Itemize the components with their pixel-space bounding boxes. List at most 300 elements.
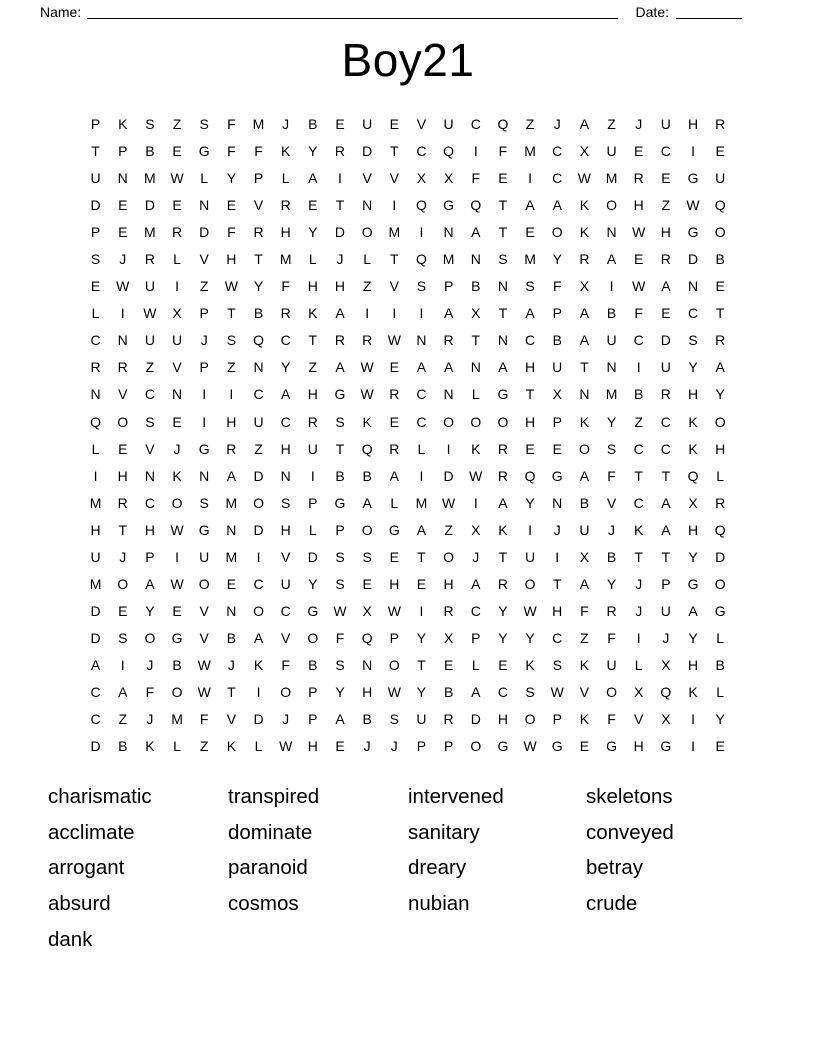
grid-letter: N (443, 224, 454, 241)
grid-letter: O (117, 575, 129, 592)
word-item: cosmos (228, 892, 299, 916)
grid-letter: T (390, 251, 399, 268)
grid-letter: A (471, 683, 481, 700)
grid-letter: H (226, 251, 237, 268)
grid-letter: E (498, 656, 508, 673)
grid-letter: N (280, 467, 291, 484)
letter-grid (82, 111, 734, 760)
grid-row (82, 706, 734, 733)
word-item: betray (586, 856, 643, 880)
grid-letter: A (335, 711, 345, 728)
grid-letter: A (416, 521, 427, 538)
grid-letter: I (175, 548, 179, 565)
grid-letter: B (362, 711, 372, 728)
grid-letter: E (661, 170, 671, 187)
grid-letter: M (388, 224, 401, 241)
grid-letter: R (90, 359, 101, 376)
word-item: absurd (48, 892, 111, 916)
grid-letter: O (280, 683, 292, 700)
grid-letter: O (253, 602, 264, 619)
grid-letter: E (118, 224, 128, 241)
grid-row (82, 327, 734, 354)
grid-letter: R (497, 575, 508, 592)
grid-letter: H (633, 738, 644, 755)
grid-letter: T (118, 521, 128, 538)
grid-letter: D (90, 629, 101, 646)
grid-letter: E (443, 656, 454, 673)
grid-letter: R (171, 224, 183, 241)
grid-letter: F (281, 278, 290, 295)
grid-letter: L (634, 656, 643, 673)
grid-letter: T (715, 305, 725, 322)
grid-letter: O (117, 413, 129, 430)
grid-letter: B (308, 656, 318, 673)
grid-letter: T (335, 440, 345, 457)
grid-letter: U (362, 116, 373, 132)
grid-letter: A (90, 656, 101, 673)
grid-row (82, 679, 734, 706)
grid-letter: F (552, 278, 562, 295)
word-item: dreary (408, 856, 467, 880)
grid-letter: H (687, 116, 699, 132)
grid-letter: Y (145, 602, 155, 619)
grid-letter: K (688, 683, 698, 700)
grid-letter: V (281, 629, 291, 646)
grid-letter: Z (525, 116, 535, 132)
grid-letter: N (579, 386, 590, 403)
grid-letter: N (606, 224, 617, 241)
grid-letter: F (281, 656, 290, 673)
grid-letter: I (202, 413, 207, 430)
grid-letter: V (606, 494, 617, 511)
grid-letter: T (498, 224, 508, 241)
grid-letter: R (334, 143, 346, 160)
grid-letter: X (634, 683, 644, 700)
grid-letter: E (226, 575, 237, 592)
grid-letter: T (417, 656, 426, 673)
grid-letter: C (497, 683, 508, 700)
grid-letter: I (691, 143, 695, 160)
grid-letter: F (335, 629, 345, 646)
grid-letter: J (472, 548, 480, 565)
grid-letter: A (579, 116, 590, 132)
grid-letter: P (552, 413, 562, 430)
grid-letter: U (253, 413, 264, 430)
grid-letter: E (118, 602, 128, 619)
grid-letter: U (606, 656, 617, 673)
grid-letter: K (362, 413, 372, 430)
grid-letter: I (419, 305, 424, 322)
grid-letter: W (523, 602, 537, 619)
grid-letter: A (661, 494, 671, 511)
grid-letter: S (552, 656, 562, 673)
grid-row (82, 354, 734, 381)
grid-letter: F (254, 143, 263, 160)
grid-letter: D (90, 738, 101, 755)
grid-letter: W (550, 683, 564, 700)
grid-letter: K (579, 224, 590, 241)
grid-letter: X (579, 143, 590, 160)
grid-letter: E (634, 251, 644, 268)
grid-letter: H (633, 197, 644, 214)
grid-letter: M (89, 575, 102, 592)
grid-letter: N (226, 602, 237, 619)
grid-letter: Q (714, 521, 726, 538)
word-item: acclimate (48, 820, 135, 844)
grid-letter: X (688, 494, 698, 511)
grid-letter: R (334, 332, 346, 349)
grid-letter: Y (416, 629, 427, 646)
grid-letter: V (634, 711, 644, 728)
grid-letter: E (226, 197, 237, 214)
grid-letter: W (523, 738, 537, 755)
grid-letter: K (498, 521, 508, 538)
grid-letter: Q (497, 116, 509, 132)
grid-letter: B (172, 656, 182, 673)
grid-letter: M (171, 711, 183, 728)
grid-letter: P (443, 278, 454, 295)
grid-letter: A (661, 521, 671, 538)
grid-letter: C (470, 116, 481, 132)
grid-letter: D (90, 602, 101, 619)
grid-letter: B (552, 332, 562, 349)
grid-letter: Q (90, 413, 102, 430)
word-column (408, 779, 586, 957)
grid-letter: W (279, 738, 293, 755)
grid-letter: I (202, 386, 207, 403)
grid-letter: T (227, 305, 236, 322)
grid-letter: W (224, 278, 238, 295)
grid-letter: I (473, 143, 478, 160)
grid-letter: L (471, 386, 480, 403)
grid-letter: N (253, 359, 264, 376)
grid-letter: S (199, 116, 209, 132)
grid-letter: K (253, 656, 264, 673)
grid-letter: W (360, 386, 374, 403)
grid-letter: A (579, 332, 590, 349)
grid-letter: U (280, 575, 291, 592)
grid-letter: H (362, 683, 373, 700)
grid-letter: A (281, 386, 291, 403)
grid-letter: U (660, 359, 671, 376)
grid-letter: Q (253, 332, 264, 349)
grid-letter: T (498, 305, 508, 322)
grid-letter: I (528, 521, 533, 538)
grid-row (82, 409, 734, 436)
grid-letter: M (605, 170, 618, 187)
grid-letter: Y (688, 629, 698, 646)
grid-letter: Y (688, 359, 698, 376)
grid-letter: O (578, 440, 590, 457)
grid-letter: D (307, 548, 318, 565)
grid-letter: S (281, 494, 291, 511)
word-item: sanitary (408, 820, 480, 844)
grid-row (82, 246, 734, 273)
grid-letter: O (388, 656, 400, 673)
grid-letter: G (714, 602, 726, 619)
grid-letter: B (118, 738, 128, 755)
grid-letter: R (144, 251, 155, 268)
grid-letter: R (633, 170, 644, 187)
grid-letter: N (199, 197, 210, 214)
grid-letter: Y (715, 711, 725, 728)
grid-letter: H (280, 521, 291, 538)
grid-row (82, 625, 734, 652)
grid-letter: E (715, 143, 725, 160)
grid-letter: K (579, 656, 590, 673)
grid-letter: I (365, 305, 370, 322)
grid-letter: A (362, 494, 372, 511)
grid-letter: Y (525, 494, 535, 511)
grid-row (82, 571, 734, 598)
grid-letter: E (118, 197, 128, 214)
grid-letter: R (715, 332, 726, 349)
grid-letter: W (170, 170, 184, 187)
grid-letter: Y (226, 170, 237, 187)
grid-letter: F (634, 305, 643, 322)
grid-letter: A (498, 359, 508, 376)
grid-letter: F (145, 683, 155, 700)
grid-letter: X (443, 629, 454, 646)
grid-letter: P (471, 629, 481, 646)
grid-letter: N (470, 359, 481, 376)
grid-letter: P (90, 224, 101, 241)
grid-letter: H (687, 386, 699, 403)
grid-row (82, 544, 734, 571)
word-item: transpired (228, 785, 320, 808)
grid-letter: Z (444, 521, 453, 538)
grid-letter: T (308, 332, 318, 349)
grid-letter: V (199, 251, 209, 268)
grid-letter: V (389, 278, 399, 295)
grid-letter: O (470, 738, 482, 755)
grid-letter: O (361, 521, 373, 538)
grid-letter: K (579, 711, 590, 728)
grid-row (82, 517, 734, 544)
date-underline (676, 2, 742, 19)
grid-letter: C (552, 143, 563, 160)
grid-letter: L (716, 467, 725, 484)
grid-letter: G (198, 521, 210, 538)
grid-letter: Q (361, 440, 373, 457)
grid-letter: B (335, 467, 345, 484)
grid-letter: I (256, 548, 261, 565)
grid-letter: M (605, 386, 618, 403)
grid-letter: B (715, 251, 725, 268)
grid-letter: K (145, 738, 155, 755)
grid-letter: E (525, 440, 535, 457)
grid-letter: T (227, 683, 236, 700)
grid-letter: H (552, 602, 563, 619)
grid-letter: V (145, 440, 155, 457)
word-item: skeletons (586, 785, 673, 808)
grid-letter: I (446, 440, 451, 457)
grid-letter: J (608, 521, 616, 538)
grid-letter: U (715, 170, 726, 187)
grid-letter: M (279, 251, 292, 268)
grid-letter: N (199, 467, 210, 484)
grid-letter: E (634, 143, 644, 160)
grid-letter: B (634, 386, 644, 403)
grid-letter: K (226, 738, 237, 755)
grid-letter: L (716, 629, 725, 646)
grid-letter: M (524, 251, 536, 268)
grid-letter: C (144, 494, 155, 511)
word-item: dominate (228, 820, 313, 844)
grid-letter: X (471, 521, 481, 538)
grid-letter: X (552, 386, 562, 403)
grid-letter: X (661, 711, 671, 728)
grid-letter: J (227, 656, 235, 673)
grid-letter: H (307, 278, 318, 295)
grid-letter: R (280, 305, 291, 322)
grid-letter: W (333, 602, 347, 619)
grid-letter: Q (524, 467, 536, 484)
grid-letter: D (253, 521, 264, 538)
grid-row (82, 165, 734, 192)
grid-letter: V (253, 197, 264, 214)
grid-letter: O (443, 413, 455, 430)
grid-letter: V (226, 711, 237, 728)
grid-letter: C (253, 386, 264, 403)
grid-letter: L (471, 656, 480, 673)
grid-letter: Q (470, 197, 482, 214)
grid-letter: A (471, 224, 481, 241)
grid-row (82, 111, 734, 138)
grid-letter: A (118, 683, 128, 700)
word-item: paranoid (228, 856, 308, 880)
grid-letter: E (715, 738, 725, 755)
grid-letter: T (525, 386, 535, 403)
grid-letter: D (199, 224, 210, 241)
grid-letter: L (417, 440, 426, 457)
grid-letter: N (606, 359, 617, 376)
grid-letter: A (661, 278, 671, 295)
grid-letter: T (498, 548, 508, 565)
grid-letter: K (688, 413, 698, 430)
grid-letter: I (392, 197, 397, 214)
grid-letter: C (144, 386, 155, 403)
word-item: charismatic (48, 785, 152, 808)
grid-letter: T (661, 548, 671, 565)
grid-letter: U (307, 440, 318, 457)
grid-letter: C (660, 143, 671, 160)
grid-letter: F (227, 116, 236, 132)
grid-letter: Y (308, 143, 318, 160)
grid-letter: L (173, 738, 181, 755)
grid-letter: L (200, 170, 209, 187)
grid-letter: C (633, 494, 644, 511)
grid-letter: C (660, 440, 671, 457)
grid-letter: F (199, 711, 209, 728)
grid-letter: A (389, 467, 399, 484)
grid-letter: D (334, 224, 346, 241)
grid-letter: S (335, 548, 345, 565)
word-item: nubian (408, 892, 470, 916)
grid-letter: Z (227, 359, 236, 376)
grid-letter: E (579, 738, 590, 755)
grid-letter: C (660, 413, 671, 430)
grid-letter: I (310, 467, 315, 484)
grid-letter: G (660, 738, 672, 755)
grid-letter: J (146, 711, 154, 728)
grid-letter: I (419, 467, 424, 484)
grid-letter: W (577, 170, 591, 187)
grid-letter: C (470, 602, 481, 619)
grid-letter: V (389, 170, 399, 187)
grid-letter: O (606, 197, 617, 214)
grid-letter: O (198, 575, 210, 592)
grid-letter: R (660, 251, 671, 268)
grid-letter: D (687, 251, 699, 268)
grid-letter: K (308, 305, 318, 322)
grid-letter: W (632, 224, 646, 241)
grid-letter: P (443, 738, 454, 755)
grid-row (82, 381, 734, 408)
grid-letter: Q (416, 251, 427, 268)
grid-letter: B (606, 305, 617, 322)
grid-letter: O (497, 413, 509, 430)
grid-letter: I (555, 548, 560, 565)
grid-letter: H (280, 224, 291, 241)
grid-letter: W (197, 683, 211, 700)
grid-letter: I (120, 305, 125, 322)
grid-letter: L (390, 494, 399, 511)
grid-letter: C (416, 143, 427, 160)
grid-letter: I (338, 170, 342, 187)
grid-letter: H (90, 521, 101, 538)
grid-letter: A (145, 575, 155, 592)
grid-letter: N (362, 656, 373, 673)
grid-letter: R (389, 386, 400, 403)
grid-letter: V (362, 170, 372, 187)
grid-letter: L (281, 170, 290, 187)
grid-letter: E (715, 278, 725, 295)
grid-letter: E (389, 548, 399, 565)
word-list (48, 779, 776, 957)
grid-letter: Q (660, 683, 672, 700)
grid-letter: I (120, 656, 125, 673)
grid-letter: S (145, 413, 155, 430)
grid-letter: B (308, 116, 318, 132)
grid-letter: G (551, 467, 563, 484)
grid-letter: U (606, 143, 617, 160)
grid-letter: H (687, 656, 699, 673)
grid-letter: E (118, 440, 128, 457)
grid-letter: X (471, 305, 481, 322)
grid-letter: L (308, 521, 317, 538)
grid-letter: H (280, 440, 291, 457)
grid-letter: Z (118, 711, 128, 728)
grid-letter: T (417, 548, 426, 565)
grid-letter: V (118, 386, 128, 403)
grid-letter: I (636, 629, 641, 646)
grid-letter: S (362, 548, 372, 565)
grid-letter: N (171, 386, 183, 403)
grid-letter: E (389, 116, 399, 132)
word-column (586, 779, 776, 957)
grid-letter: Y (606, 575, 617, 592)
grid-letter: A (579, 575, 590, 592)
grid-letter: J (282, 711, 290, 728)
grid-letter: O (361, 224, 373, 241)
grid-letter: J (363, 738, 371, 755)
grid-letter: E (498, 170, 508, 187)
grid-letter: F (607, 711, 616, 728)
grid-letter: G (687, 575, 699, 592)
grid-letter: N (416, 332, 427, 349)
grid-letter: A (443, 359, 454, 376)
